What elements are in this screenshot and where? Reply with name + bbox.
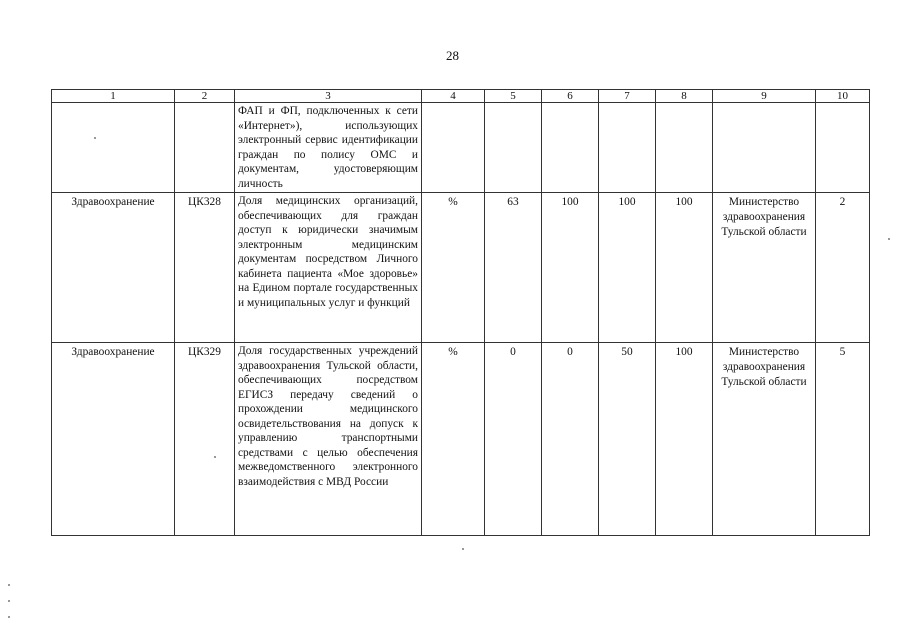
column-header: 4 — [422, 90, 485, 103]
value-cell: 100 — [599, 193, 656, 343]
code-cell: ЦК328 — [175, 193, 235, 343]
page-number: 28 — [446, 48, 459, 63]
value-cell: 0 — [485, 343, 542, 536]
value-cell — [485, 103, 542, 193]
column-10-cell: 5 — [816, 343, 870, 536]
table-row — [52, 343, 870, 536]
code-cell: ЦК329 — [175, 343, 235, 536]
value-cell: 63 — [485, 193, 542, 343]
value-cell — [656, 103, 713, 193]
sector-cell — [52, 103, 175, 193]
scan-speck — [94, 137, 96, 139]
value-cell — [599, 103, 656, 193]
column-header: 1 — [52, 90, 175, 103]
unit-cell: % — [422, 193, 485, 343]
column-header: 7 — [599, 90, 656, 103]
value-cell: 100 — [542, 193, 599, 343]
scan-speck — [8, 600, 10, 602]
value-cell: 0 — [542, 343, 599, 536]
scan-speck — [462, 548, 464, 550]
responsible-cell — [713, 103, 816, 193]
column-header: 2 — [175, 90, 235, 103]
sector-cell: Здравоохранение — [52, 343, 175, 536]
code-cell — [175, 103, 235, 193]
indicator-cell: ФАП и ФП, подключенных к сети «Интернет»), использующих электронный сервис идентификации граждан по полису ОМС и документам, удостоверяющим личность — [235, 103, 422, 193]
responsible-cell: Министерство здравоохранения Тульской области — [713, 343, 816, 536]
table-row — [52, 103, 870, 193]
indicator-cell: Доля государственных учреждений здравоохранения Тульской области, обеспечивающих посредством ЕГИСЗ передачу сведений о прохождении медицинского освидетельствования на допуск к управлению транспортными средствами с целью обеспечения межведомственного электронного взаимодействия с МВД России — [235, 343, 422, 536]
indicators-table — [51, 89, 870, 536]
column-header: 6 — [542, 90, 599, 103]
column-header: 8 — [656, 90, 713, 103]
scan-speck — [8, 584, 10, 586]
scan-speck — [888, 238, 890, 240]
indicator-cell: Доля медицинских организаций, обеспечивающих для граждан доступ к юридически значимым электронным медицинским документам посредством Личного кабинета пациента «Мое здоровье» на Едином портале государственных и муниципальных услуг и функций — [235, 193, 422, 343]
table-row — [52, 193, 870, 343]
column-header: 5 — [485, 90, 542, 103]
column-10-cell — [816, 103, 870, 193]
column-header: 10 — [816, 90, 870, 103]
scan-speck — [8, 616, 10, 618]
value-cell — [542, 103, 599, 193]
sector-cell: Здравоохранение — [52, 193, 175, 343]
unit-cell — [422, 103, 485, 193]
value-cell: 100 — [656, 343, 713, 536]
column-header: 9 — [713, 90, 816, 103]
value-cell: 50 — [599, 343, 656, 536]
responsible-cell: Министерство здравоохранения Тульской области — [713, 193, 816, 343]
unit-cell: % — [422, 343, 485, 536]
column-10-cell: 2 — [816, 193, 870, 343]
value-cell: 100 — [656, 193, 713, 343]
scan-speck — [214, 456, 216, 458]
table-header-row — [52, 90, 870, 103]
column-header: 3 — [235, 90, 422, 103]
